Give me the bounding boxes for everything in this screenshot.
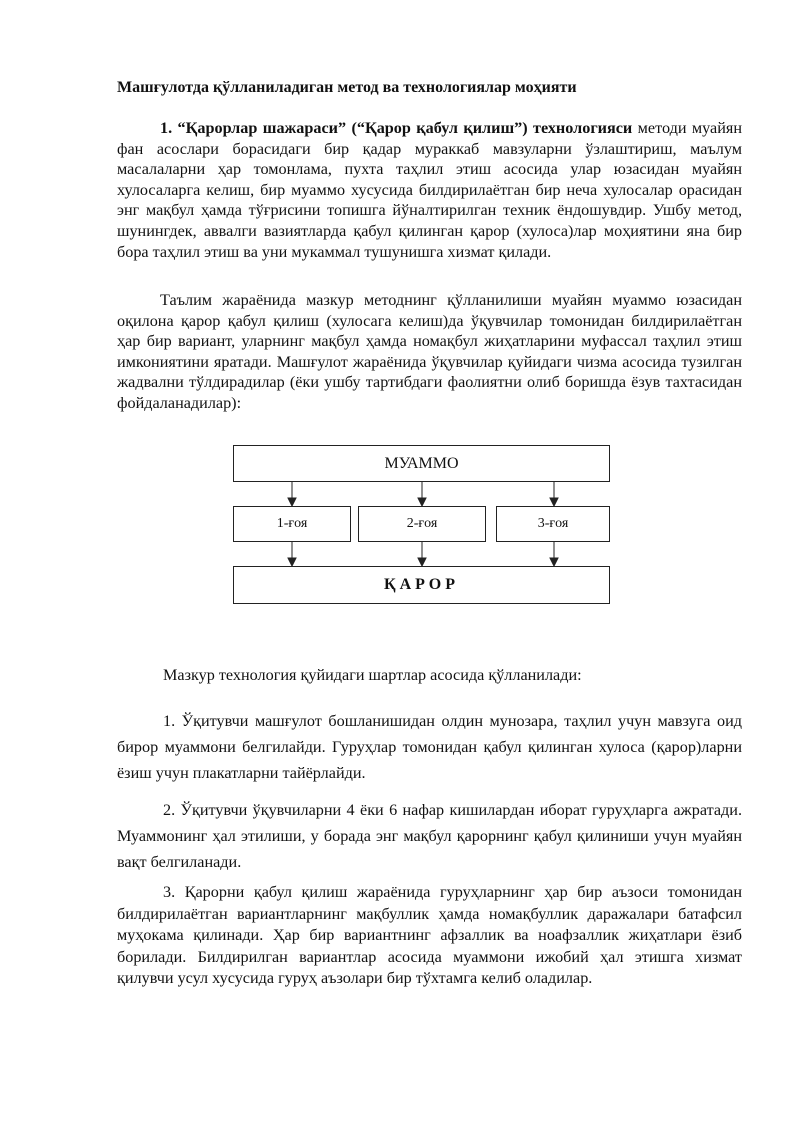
paragraph-3: Мазкур технология қуйидаги шартлар асосида қўлланилади:: [163, 666, 582, 684]
decision-tree-diagram: [230, 444, 612, 606]
condition-item-1: 1. Ўқитувчи машғулот бошланишидан олдин мунозара, таҳлил учун мавзуга оид бирор муаммони белгилайди. Гуруҳлар томонидан қабул қилинган хулоса (қарор)ларни ёзиш учун плакатларни тайёрлайди.: [117, 712, 742, 782]
arrowhead-idea-1: [288, 498, 296, 506]
arrowhead-decision-1: [288, 558, 296, 566]
idea-box-1: 1-ғоя: [233, 506, 351, 542]
decision-box: ҚАРОР: [233, 566, 610, 604]
arrowhead-idea-2: [418, 498, 426, 506]
problem-box: МУАММО: [233, 445, 610, 482]
idea-box-3: 3-ғоя: [496, 506, 610, 542]
condition-item-3: 3. Қарорни қабул қилиш жараёнида гуруҳларнинг ҳар бир аъзоси томонидан билдирилаётган вариантларнинг мақбуллик ҳамда номақбуллик даражалари батафсил муҳокама қилинади. Ҳар бир вариантнинг афзаллик ва ноафзаллик жиҳатлари ёзиб борилади. Билдирилган вариантлар асосида муаммони ижобий ҳал этишга хизмат қилувчи усул хусусида гуруҳ аъзолари бир тўхтамга келиб оладилар.: [117, 883, 742, 987]
arrowhead-decision-2: [418, 558, 426, 566]
condition-item-2: 2. Ўқитувчи ўқувчиларни 4 ёки 6 нафар кишилардан иборат гуруҳларга ажратади. Муаммонинг ҳал этилиши, у борада энг мақбул қарорнинг қабул қилиниши учун муайян вақт белгиланади.: [117, 801, 742, 871]
idea-box-2: 2-ғоя: [358, 506, 486, 542]
section-1-paragraph: [117, 118, 742, 262]
arrowhead-decision-3: [550, 558, 558, 566]
page-title: Машғулотда қўлланиладиган метод ва технологиялар моҳияти: [117, 79, 577, 96]
section-1-text: методи муайян фан асослари борасидаги бир қадар мураккаб мавзуларни ўзлаштириш, маълум масалаларни ҳар томонлама, пухта таҳлил этиш асосида улар юзасидан муайян хулосаларга келиш, бир муаммо хусусида билдирилаётган бир неча хулосалар орасидан энг мақбул ҳамда тўғрисини топишга йўналтирилган техник ёндошувдир. Ушбу метод, шунингдек, аввалги вазиятларда қабул қилинган қарор (хулоса)лар моҳиятини яна бир бора таҳлил этиш ва уни мукаммал тушунишга хизмат қилади.: [117, 119, 742, 261]
arrowhead-idea-3: [550, 498, 558, 506]
section-1-title: 1. “Қарорлар шажараси” (“Қарор қабул қилиш”) технологияси: [160, 119, 633, 137]
paragraph-2: Таълим жараёнида мазкур методнинг қўлланилиши муайян муаммо юзасидан оқилона қарор қабул қилиш (хулосага келиш)да ўқувчилар томонидан билдирилаётган ҳар бир вариант, уларнинг мақбул ҳамда номақбул жиҳатларини муфассал таҳлил этиш имкониятини яратади. Машғулот жараёнида ўқувчилар қуйидаги чизма асосида тузилган жадвални тўлдирадилар (ёки ушбу тартибдаги фаолиятни олиб боришда ёзув тахтасидан фойдаланадилар):: [117, 291, 742, 412]
